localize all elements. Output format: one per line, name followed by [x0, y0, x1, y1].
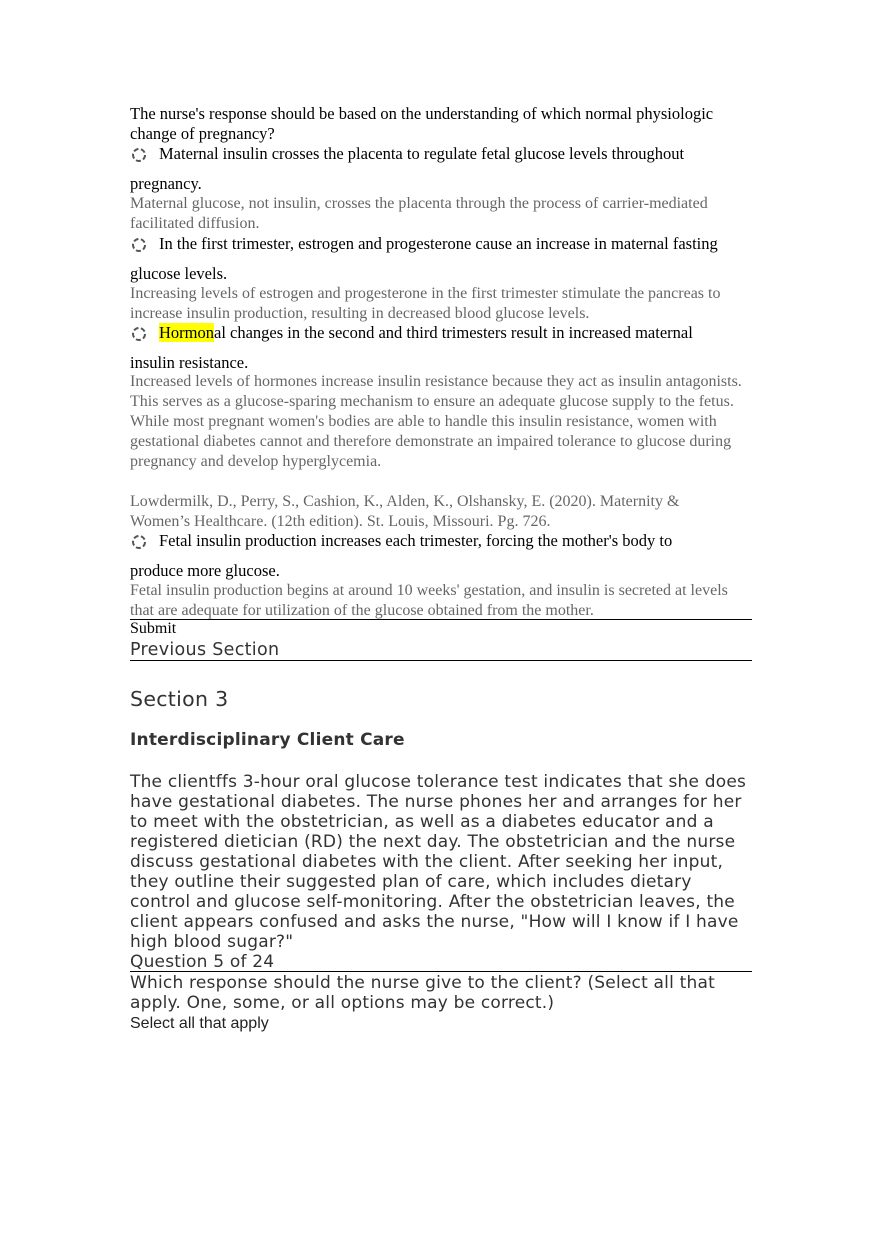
divider [130, 971, 752, 972]
option-text-continued: glucose levels. [130, 264, 228, 283]
option-text-continued: pregnancy. [130, 174, 202, 193]
option-text: In the first trimester, estrogen and progesterone cause an increase in maternal fasting [159, 234, 718, 253]
option-rationale: Fetal insulin production begins at around 10 weeks' gestation, and insulin is secreted at levels that are adequate for utilization of the glucose obtained from the mother. [130, 582, 728, 619]
option-text: Maternal insulin crosses the placenta to regulate fetal glucose levels throughout [159, 144, 685, 163]
divider [130, 619, 752, 620]
option-text-continued: produce more glucose. [130, 561, 280, 580]
select-all-instruction: Select all that apply [130, 1015, 269, 1032]
option-text-continued: insulin resistance. [130, 353, 249, 372]
radio-icon[interactable] [130, 146, 148, 164]
question-stem-next: Which response should the nurse give to the client? (Select all that apply. One, some, or all options may be correct.) [130, 973, 715, 1013]
section-title: Section 3 [130, 687, 229, 711]
reference-citation: Lowdermilk, D., Perry, S., Cashion, K., Alden, K., Olshansky, E. (2020). Maternity & Women’s Healthcare. (12th edition). St. Louis, Missouri. Pg. 726. [130, 493, 680, 530]
case-scenario: The clientffs 3-hour oral glucose tolerance test indicates that she does have gestational diabetes. The nurse phones her and arranges for her to meet with the obstetrician, as well as a diabetes educator and a registered dietician (RD) the next day. The obstetrician and the nurse discuss gestational diabetes with the client. After seeking her input, they outline their suggested plan of care, which includes dietary control and glucose self-monitoring. After the obstetrician leaves, the client appears confused and asks the nurse, "How will I know if I have high blood sugar?" [130, 772, 747, 952]
answer-option-3[interactable] [130, 323, 770, 373]
option-rationale: Increased levels of hormones increase insulin resistance because they act as insulin antagonists. This serves as a glucose-sparing mechanism to ensure an adequate glucose supply to the fetus. While most pregnant women's bodies are able to handle this insulin resistance, women with gestational diabetes cannot and therefore demonstrate an impaired tolerance to glucose during pregnancy and develop hyperglycemia. [130, 373, 742, 470]
highlighted-text: Hormon [159, 323, 214, 342]
option-rationale: Maternal glucose, not insulin, crosses the placenta through the process of carrier-mediated facilitated diffusion. [130, 195, 708, 232]
radio-icon[interactable] [130, 236, 148, 254]
answer-option-1[interactable] [130, 144, 770, 194]
answer-option-2[interactable] [130, 234, 770, 284]
divider [130, 660, 752, 661]
radio-icon[interactable] [130, 325, 148, 343]
section-subheading: Interdisciplinary Client Care [130, 730, 405, 750]
submit-button[interactable]: Submit [130, 620, 177, 637]
option-text: Fetal insulin production increases each trimester, forcing the mother's body to [159, 531, 673, 550]
option-rationale: Increasing levels of estrogen and progesterone in the first trimester stimulate the pancreas to increase insulin production, resulting in decreased blood glucose levels. [130, 285, 721, 322]
previous-section-link[interactable]: Previous Section [130, 640, 280, 660]
question-stem: The nurse's response should be based on the understanding of which normal physiologic change of pregnancy? [130, 104, 714, 143]
answer-option-4[interactable] [130, 531, 770, 581]
radio-icon[interactable] [130, 533, 148, 551]
option-text: al changes in the second and third trimesters result in increased maternal [214, 323, 693, 342]
question-counter: Question 5 of 24 [130, 952, 275, 972]
